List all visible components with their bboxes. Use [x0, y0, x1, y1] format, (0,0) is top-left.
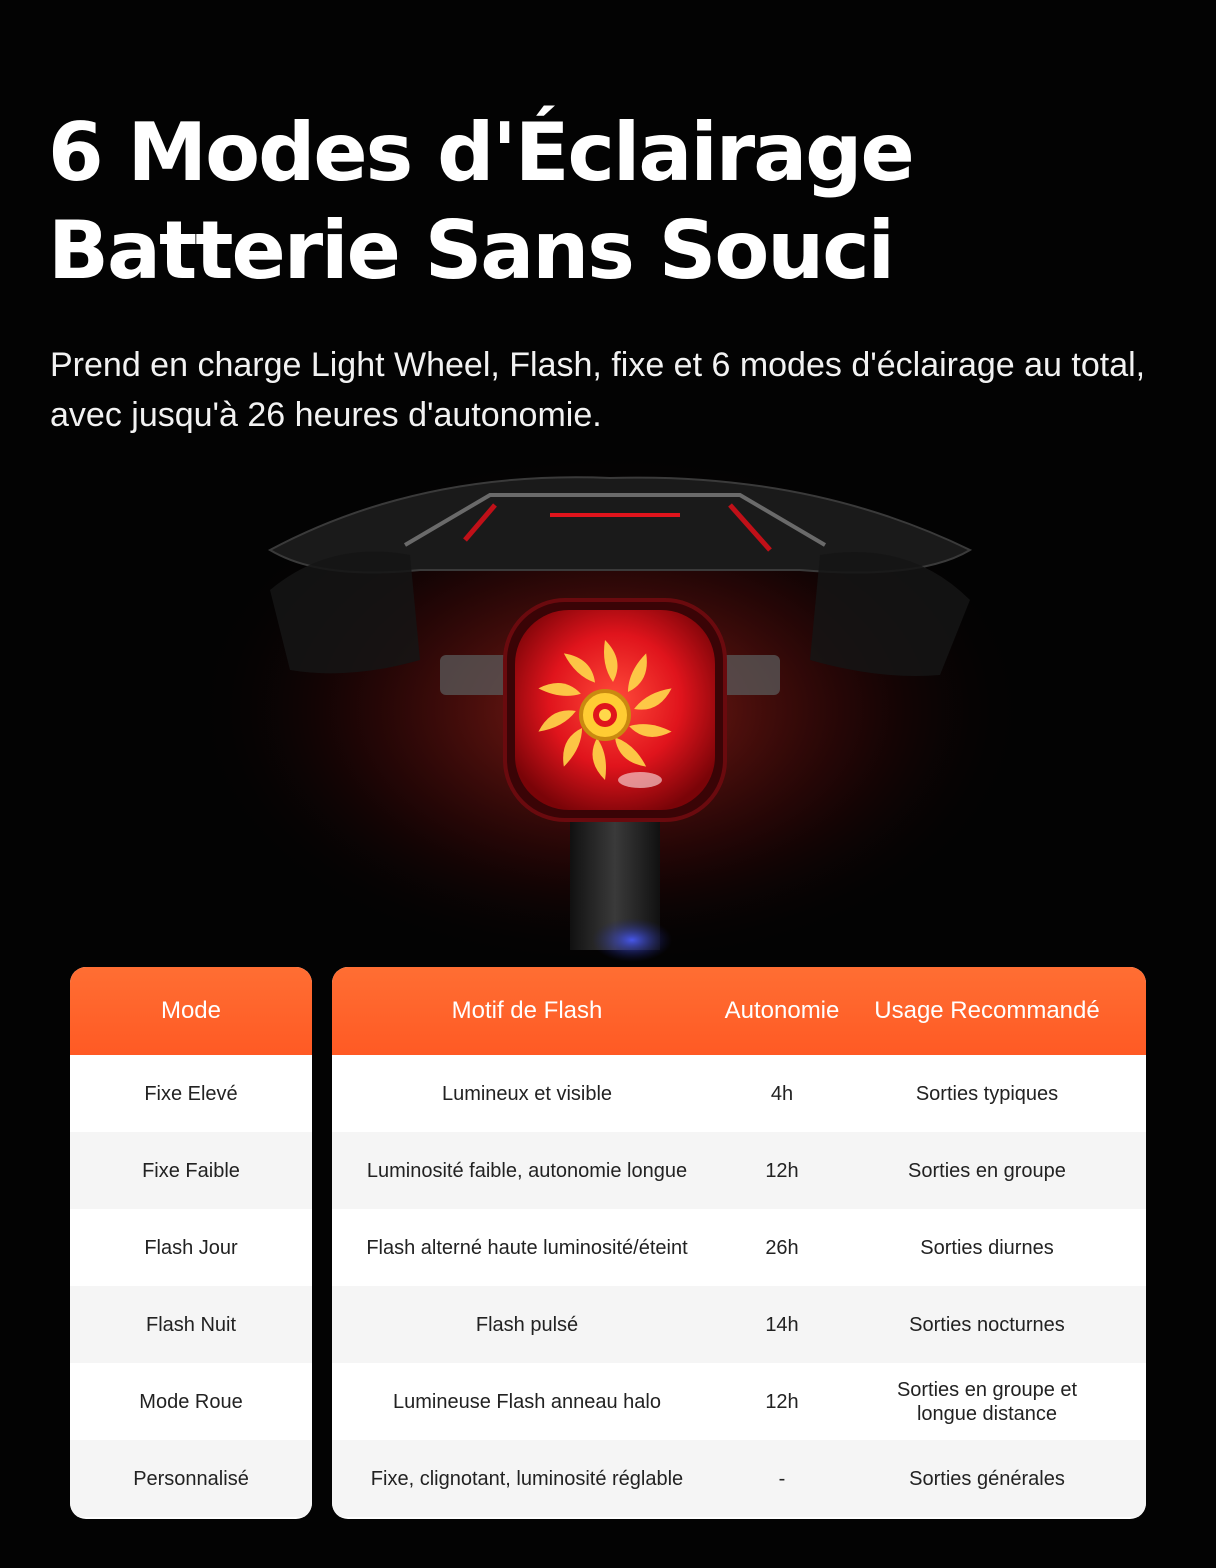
details-rows [332, 1055, 1146, 1517]
table-row [332, 1132, 1146, 1209]
autonomie-cell: 14h [765, 1313, 799, 1336]
table-row [70, 1209, 312, 1286]
bike-tail-light-image [120, 460, 1100, 980]
table-row [70, 1363, 312, 1440]
autonomie-cell: 4h [770, 1082, 794, 1105]
table-row [332, 1209, 1146, 1286]
usage-cell: Sorties en groupe [908, 1159, 1066, 1182]
usage-cell: Sorties générales [909, 1467, 1065, 1490]
table-row [70, 1132, 312, 1209]
autonomie-cell: 26h [765, 1236, 799, 1259]
motif-cell: Lumineux et visible [441, 1082, 613, 1105]
autonomie-cell: 12h [765, 1390, 799, 1413]
mode-cell: Fixe Elevé [144, 1082, 238, 1105]
motif-cell: Lumineuse Flash anneau halo [393, 1390, 661, 1413]
table-row [332, 1363, 1146, 1440]
header-usage: Usage Recommandé [874, 997, 1100, 1024]
table-row [70, 1055, 312, 1132]
autonomie-cell: - [778, 1467, 786, 1490]
mode-table [70, 967, 312, 1519]
motif-cell: Luminosité faible, autonomie longue [366, 1159, 688, 1182]
headline-line-1: 6 Modes d'Éclairage [48, 106, 913, 199]
motif-cell: Flash pulsé [475, 1313, 579, 1336]
mode-cell: Flash Nuit [145, 1313, 237, 1336]
usage-cell: Sorties nocturnes [909, 1313, 1065, 1336]
header-mode: Mode [160, 997, 222, 1024]
headline-line-2: Batterie Sans Souci [48, 204, 894, 297]
details-table [332, 967, 1146, 1519]
usage-cell: Sorties diurnes [920, 1236, 1054, 1259]
motif-cell: Fixe, clignotant, luminosité réglable [370, 1467, 684, 1490]
mode-cell: Mode Roue [139, 1390, 243, 1413]
table-row [332, 1286, 1146, 1363]
mode-cell: Flash Jour [144, 1236, 238, 1259]
autonomie-cell: 12h [765, 1159, 799, 1182]
table-row [332, 1440, 1146, 1517]
details-table-header [332, 967, 1146, 1055]
header-motif: Motif de Flash [451, 997, 603, 1024]
headline [48, 104, 913, 300]
subtitle: Prend en charge Light Wheel, Flash, fixe et 6 modes d'éclairage au total, avec jusqu'à 26 heures d'autonomie. [50, 346, 1146, 434]
mode-table-header [70, 967, 312, 1055]
mode-cell: Personnalisé [133, 1467, 249, 1490]
mode-cell: Fixe Faible [142, 1159, 240, 1182]
header-autonomie: Autonomie [724, 997, 840, 1024]
mode-rows [70, 1055, 312, 1517]
usage-cell: Sorties typiques [915, 1082, 1059, 1105]
table-row [70, 1440, 312, 1517]
motif-cell: Flash alterné haute luminosité/éteint [366, 1236, 688, 1259]
table-row [332, 1055, 1146, 1132]
table-row [70, 1286, 312, 1363]
usage-cell: Sorties en groupe et longue distance [896, 1378, 1078, 1425]
